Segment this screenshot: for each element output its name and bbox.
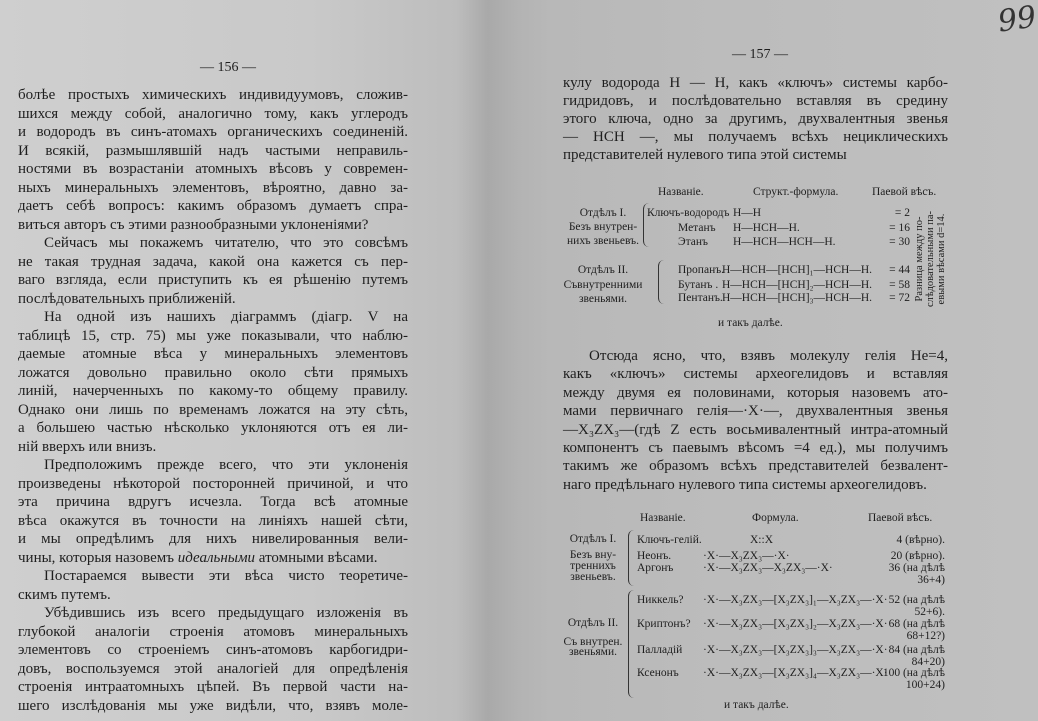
compound-name: Метанъ [678,222,716,234]
text-line: болѣе простыхъ химическихъ индивидуумовъ, сложив- [18,87,408,103]
division-label: Отдѣлъ I. [569,533,617,545]
text-line: — HCH —, мы получаемъ всѣхъ нециклическихъ [563,129,948,145]
text-line: таблицѣ 15, стр. 75) мы уже показывали, что наблю- [18,327,408,344]
atomic-weight: = 16 [889,222,910,234]
division-label: звеньевъ. [570,571,616,583]
text-line: даетъ себѣ вопросъ: какимъ образомъ думаетъ спра- [18,198,408,214]
text-line: кулу водорода H — H, какъ «ключъ» системы карбо- [563,75,948,91]
left-page-number: — 156 — [200,60,256,75]
paevoi-weight: 84 (на дѣлѣ [888,644,945,656]
text-line: шего изслѣдованія мы уже видѣли, что, взявъ моле- [18,697,408,714]
text-line: наго предѣльнаго нулевого типа системы археогелидовъ. [563,476,927,493]
text-segment: атомными вѣсами. [255,549,378,566]
difference-note-line: слѣдовательными па- [925,210,936,308]
text-line: Отсюда ясно, что, взявъ молекулу гелія He=4, [589,348,948,364]
structural-formula: H—H [733,207,762,219]
structural-formula: H—HCH—[HCH]₁—HCH—H. [722,264,872,276]
element-name: Ксенонъ [637,667,679,679]
division-label: Съвнутренними [563,279,643,291]
text-line: На одной изъ нашихъ діаграммъ (діагр. V на [44,309,408,325]
paevoi-weight-actual: 100+24) [905,679,945,691]
text-line: скимъ путемъ. [18,586,111,603]
text-line: ваго взгляда, если приступить къ ея рѣшенію путемъ [18,272,408,288]
table-2-header: Формула. [752,512,799,524]
structural-formula: H—HCH—[HCH]₃—HCH—H. [722,292,872,304]
table-1-header: Структ.-формула. [753,186,839,198]
compound-name: Пентанъ. [678,292,723,304]
division-label: звеньями. [568,646,617,658]
structural-formula: H—HCH—[HCH]₂—HCH—H. [722,279,872,291]
text-line: довъ, воспользуемся этой аналогіей для опредѣленія [18,660,408,677]
text-line: ныхъ минеральныхъ элементовъ, вѣроятно, давно за- [18,179,408,196]
text-line: произведены нѣкоторой посторонней причиной, и что [18,475,408,492]
text-line: вѣса окажутся въ точности на линіяхъ нашей сѣти, [18,512,408,529]
element-name: Аргонъ [637,562,674,574]
text-line: послѣдовательныхъ приближеній. [18,290,236,307]
text-line: а большею частью нѣсколько уклоняются отъ ея ли- [18,420,408,436]
text-line: виться авторъ съ этими разнообразными уклоненіями? [18,216,369,233]
compound-name: Ключъ-водородъ [647,207,730,219]
table-1-header: Паевой вѣсъ. [872,186,937,198]
text-line: и мы опредѣлимъ для нихъ нивелированныя вели- [18,531,408,547]
structural-formula: H—HCH—H. [733,222,800,234]
handwritten-page-mark: 99 [995,0,1038,40]
division-label: нихъ звеньевъ. [567,235,639,247]
text-line: ложатся довольно правильно около сѣти прямыхъ [18,364,408,381]
text-line: Сейчасъ мы покажемъ читателю, что это совсѣмъ [44,235,408,251]
paevoi-weight: 52 (на дѣлѣ [888,594,945,606]
compound-name: Этанъ [678,236,708,248]
element-formula: ·X·—X₃ZX₃—[X₃ZX₃]₄—X₃ZX₃—·X· [703,667,888,679]
paevoi-weight: 36 (на дѣлѣ [888,562,945,574]
difference-note-line: евыми вѣсами d=14. [936,213,947,305]
element-name: Палладій [637,644,683,656]
compound-name: Пропанъ. [678,264,725,276]
text-line: и водородъ въ синъ-атомахъ органическихъ соединеній. [18,124,408,140]
text-line: ностями въ возрастаніи атомныхъ вѣсовъ у современ- [18,161,408,177]
table-2-header: Названіе. [640,512,686,524]
element-formula: ·X·—X₃ZX₃—X₃ZX₃—·X· [703,562,833,574]
element-formula: ·X·—X₃ZX₃—·X· [703,550,790,562]
difference-note [914,204,947,314]
text-line: не такая трудная задача, какой она кажется съ пер- [18,253,408,270]
text-line: эта причина вдругъ исчезла. Тогда всѣ атомные [18,494,408,510]
text-line: строенія интраатомныхъ цѣпей. Въ первой части на- [18,679,408,695]
paevoi-weight-actual: 36+4) [917,574,945,586]
paevoi-weight: 68 (на дѣлѣ [888,618,945,630]
text-line: между двумя ея половинами, которыя назовемъ ато- [563,384,948,401]
difference-note-line: Разница между по- [914,216,925,302]
text-line: Однако они лишь по временамъ ложатся на эту сѣть, [18,401,408,418]
division-label: Отдѣлъ I. [579,207,627,219]
text-line: даемые атомные вѣса у минеральныхъ элементовъ [18,346,408,362]
element-name: Неонъ. [637,550,672,562]
atomic-weight: = 30 [889,236,910,248]
text-line: какъ «ключъ» системы археогелидовъ и вставляя [563,366,948,383]
paevoi-weight: 20 (вѣрно). [890,550,945,562]
table-2-footer: и такъ далѣе. [724,699,789,711]
text-line: ній вверхъ или внизъ. [18,438,157,455]
paevoi-weight-actual: 68+12?) [906,630,945,642]
text-line: глубокой аналогіи строенія атомовъ минеральныхъ [18,623,408,640]
text-line: этого ключа, одно за другимъ, двухвалентныя звенья [563,111,948,127]
division-label: Отдѣлъ II. [567,617,619,629]
text-line: Предположимъ прежде всего, что эти уклоненія [44,457,408,473]
text-line: гидридовъ, и послѣдовательно вставляя въ средину [563,93,948,109]
atomic-weight: = 44 [889,264,910,276]
table-1-header: Названіе. [658,186,704,198]
atomic-weight: = 72 [889,292,910,304]
element-formula: ·X·—X₃ZX₃—[X₃ZX₃]₃—X₃ZX₃—·X· [703,644,888,656]
element-formula: ·X·—X₃ZX₃—[X₃ZX₃]₁—X₃ZX₃—·X· [703,594,888,606]
text-line: Убѣдившись изъ всего предыдущаго изложенія въ [44,605,408,621]
atomic-weight: = 2 [894,207,910,219]
division-label: Отдѣлъ II. [577,264,629,276]
element-name: Ключъ-гелій. [637,534,702,546]
element-formula: ·X·—X₃ZX₃—[X₃ZX₃]₂—X₃ZX₃—·X· [703,618,888,630]
text-line: шихся между собой, аналогично тому, какъ углеродъ [18,105,408,122]
text-line [18,549,408,567]
text-line: Постараемся вывести эти вѣса чисто теоретиче- [44,568,408,584]
group-brace [628,590,635,698]
element-formula: X::X [750,534,773,546]
text-line: линій, начерченныхъ по какому-то общему правилу. [18,383,408,399]
text-line: представителей нулевого типа этой системы [563,147,847,163]
element-name: Криптонъ? [637,618,691,630]
italic-term: идеальными [177,549,256,566]
atomic-weight: = 58 [889,279,910,291]
paevoi-weight: 100 (на дѣлѣ [882,667,945,679]
division-label: Съ внутрен. [563,636,623,648]
paevoi-weight-actual: 52+6). [914,606,945,618]
compound-name: Бутанъ . [678,279,719,291]
text-line: —X₃ZX₃—(гдѣ Z есть восьмивалентный интра-атомный [563,421,948,438]
text-line: элементовъ со строеніемъ синъ-атомовъ карбогидри- [18,642,408,658]
paevoi-weight-actual: 84+20) [911,656,945,668]
text-line: мами первичнаго гелія—·X·—, двухвалентныя звенья [563,403,948,420]
group-brace [658,260,665,304]
table-2-header: Паевой вѣсъ. [868,512,933,524]
text-line: компонентъ съ паевымъ вѣсомъ =4 ед.), мы получимъ [563,440,948,456]
text-line: такимъ же образомъ всѣхъ представителей безвалент- [563,458,948,475]
paevoi-weight: 4 (вѣрно). [896,534,945,546]
right-page-number: — 157 — [732,47,788,62]
structural-formula: H—HCH—HCH—H. [733,236,836,248]
text-segment: чины, которыя назовемъ [18,549,178,566]
group-brace [628,530,635,586]
division-label: Безъ внутрен- [568,221,638,233]
division-label: Безъ вну- [569,549,617,561]
division-label: звеньями. [578,293,627,305]
element-name: Никкель? [637,594,684,606]
division-label: треннихъ [570,560,616,572]
text-line: И всякій, размышлявшій надъ частыми неправиль- [18,142,408,159]
table-1-footer: и такъ далѣе. [718,317,783,329]
